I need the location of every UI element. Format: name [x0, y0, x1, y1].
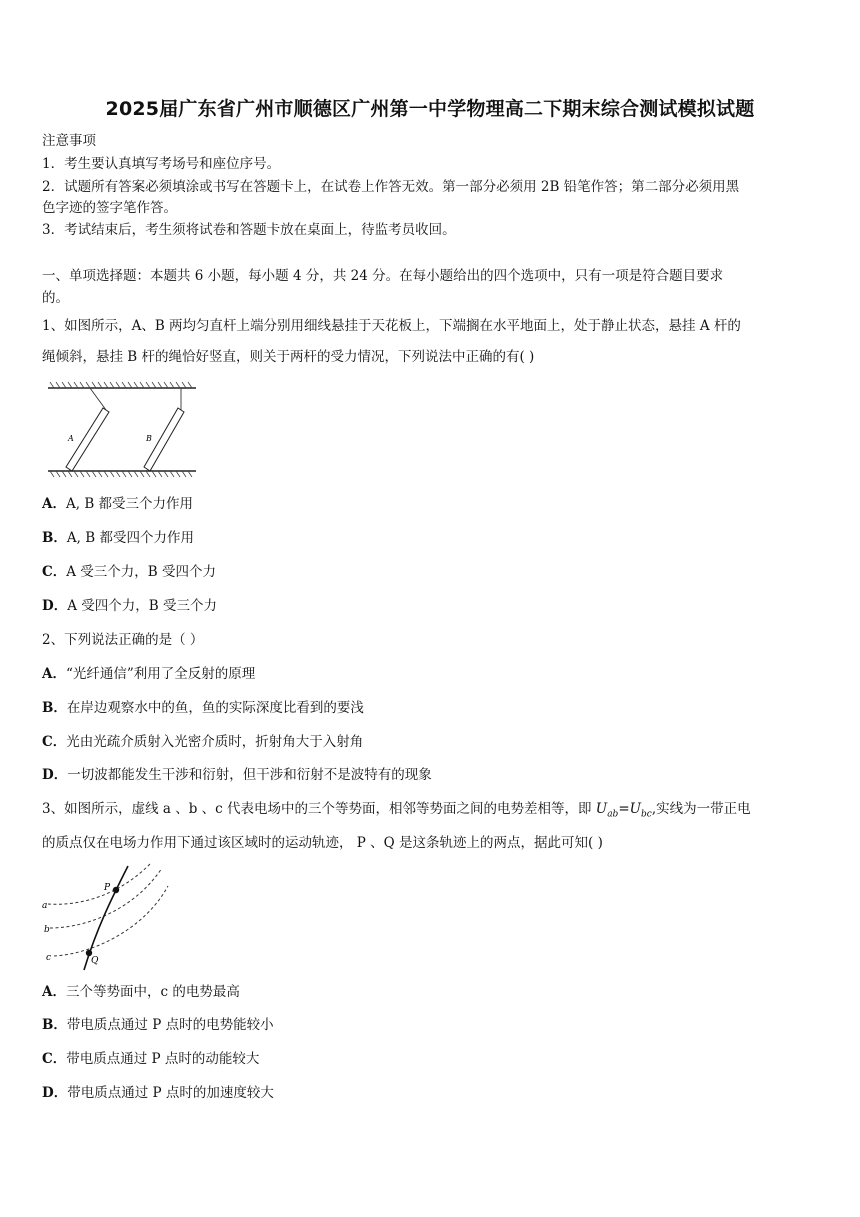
section-heading: 一、单项选择题：本题共 6 小题，每小题 4 分，共 24 分。在每小题给出的四个选项中，只有一项是符合题目要求: [42, 268, 724, 284]
q1-figure-rods: [44, 378, 204, 478]
equipotential-b: [50, 868, 162, 928]
q2-option-d: D．一切波都能发生干涉和衍射，但干涉和衍射不是波特有的现象: [42, 767, 432, 783]
notice-item-2: 2．试题所有答案必须填涂或书写在答题卡上，在试卷上作答无效。第一部分必须用 2B 铅笔作答；第二部分必须用黑: [42, 179, 740, 195]
point-p: [113, 887, 119, 893]
q1-option-b: B．A, B 都受四个力作用: [42, 530, 194, 546]
q3-stem-line2: 的质点仅在电场力作用下通过该区域时的运动轨迹， P 、Q 是这条轨迹上的两点，据此可知( ): [42, 835, 603, 851]
label-q: Q: [91, 956, 99, 966]
q3-option-b: B．带电质点通过 P 点时的电势能较小: [42, 1017, 274, 1033]
page-title: 2025届广东省广州市顺德区广州第一中学物理高二下期末综合测试模拟试题: [105, 98, 755, 120]
q1-option-c: C．A 受三个力，B 受四个力: [42, 564, 217, 580]
q1-stem-line1: 1、如图所示，A、B 两均匀直杆上端分别用细线悬挂于天花板上，下端搁在水平地面上，处于静止状态，悬挂 A 杆的: [42, 318, 741, 334]
q3-stem-line1: 3、如图所示，虚线 a 、b 、c 代表电场中的三个等势面，相邻等势面之间的电势差相等，即 $U_{ab}=U_{bc}$,实线为一带正电: [42, 801, 751, 820]
q2-stem: 2、下列说法正确的是（ ）: [42, 632, 204, 648]
q3-option-d: D．带电质点通过 P 点时的加速度较大: [42, 1085, 274, 1101]
equipotential-a: [48, 864, 150, 904]
q3-figure-field: [40, 860, 170, 972]
q3-option-c: C．带电质点通过 P 点时的动能较大: [42, 1051, 260, 1067]
notice-item-3: 3．考试结束后，考生须将试卷和答题卡放在桌面上，待监考员收回。: [42, 222, 456, 238]
q3-option-a: A．三个等势面中，c 的电势最高: [42, 984, 240, 1000]
label-p: P: [104, 883, 111, 893]
q1-option-d: D．A 受四个力，B 受三个力: [42, 598, 217, 614]
rod-a-label: A: [68, 434, 74, 443]
q2-option-c: C．光由光疏介质射入光密介质时，折射角大于入射角: [42, 734, 364, 750]
rod-b-label: B: [146, 434, 152, 443]
q1-option-a: A．A, B 都受三个力作用: [42, 496, 194, 512]
q1-stem-line2: 绳倾斜，悬挂 B 杆的绳恰好竖直，则关于两杆的受力情况，下列说法中正确的有( ): [42, 349, 535, 365]
label-b: b: [44, 925, 50, 935]
notice-item-1: 1．考生要认真填写考场号和座位序号。: [42, 156, 281, 172]
q2-option-b: B．在岸边观察水中的鱼，鱼的实际深度比看到的要浅: [42, 700, 364, 716]
section-heading-cont: 的。: [42, 290, 69, 306]
notice-item-2-cont: 色字迹的签字笔作答。: [42, 200, 177, 216]
rod-a-string: [90, 388, 106, 410]
q2-option-a: A．“光纤通信”利用了全反射的原理: [42, 666, 256, 682]
label-c: c: [46, 953, 52, 963]
label-a: a: [42, 901, 48, 911]
equipotential-c: [54, 886, 168, 956]
notice-heading: 注意事项: [42, 133, 96, 149]
